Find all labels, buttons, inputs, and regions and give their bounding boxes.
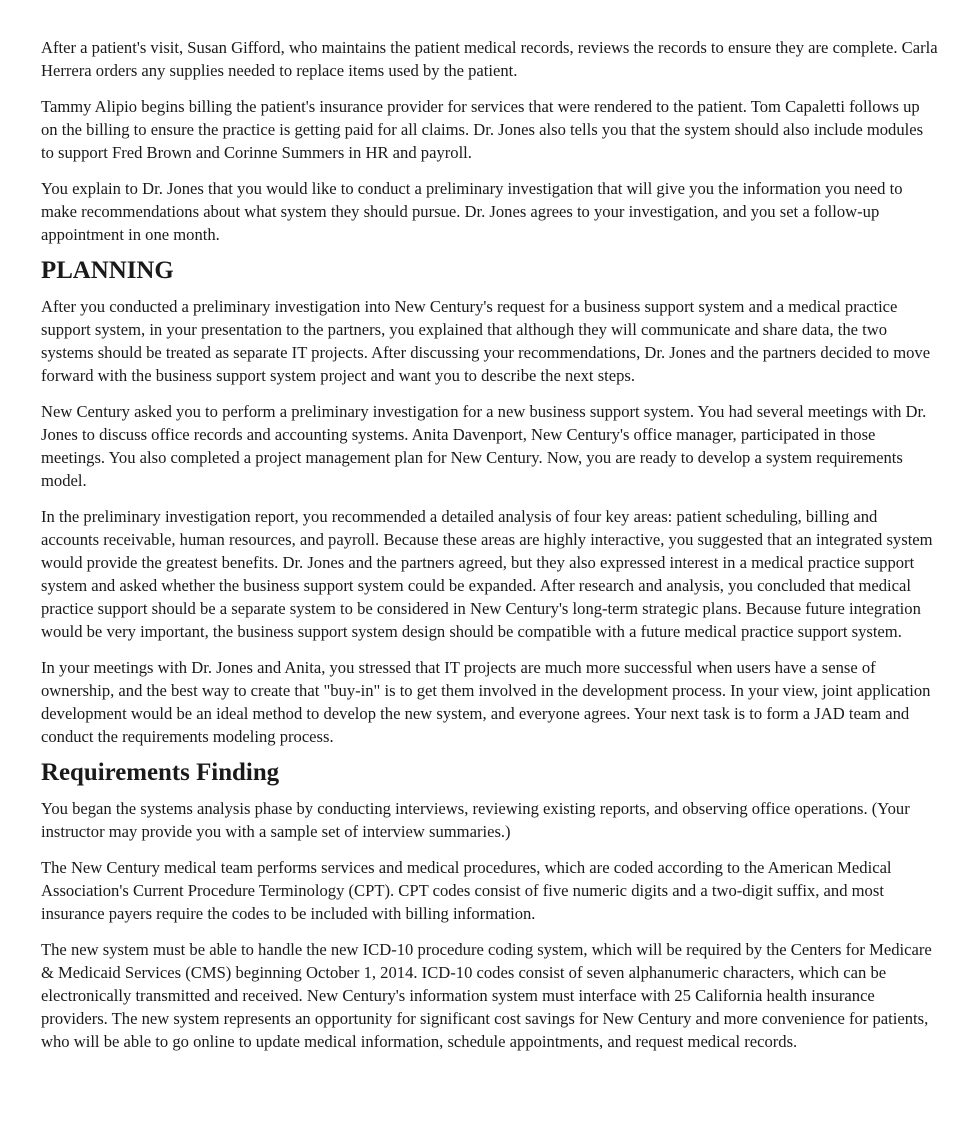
paragraph-jad: In your meetings with Dr. Jones and Anita, you stressed that IT projects are much more successful when users have a sense of ownership, and the best way to create that "buy-in" is to get them involved in the development process. In your view, joint application development would be an ideal method to develop the new system, and everyone agrees. Your next task is to form a JAD team and conduct the requirements modeling process.: [41, 658, 931, 746]
paragraph-post-visit: After a patient's visit, Susan Gifford, who maintains the patient medical records, reviews the records to ensure they are complete. Carla Herrera orders any supplies needed to replace items used by the patient.: [41, 38, 938, 80]
section-heading-planning: PLANNING: [41, 257, 174, 284]
paragraph-business-support: New Century asked you to perform a preliminary investigation for a new business support system. You had several meetings with Dr. Jones to discuss office records and accounting systems. Anita Davenport, New Century's office manager, participated in those meetings. You also completed a project management plan for New Century. Now, you are ready to develop a system requirements model.: [41, 402, 927, 490]
paragraph-planning-intro: After you conducted a preliminary investigation into New Century's request for a business support system and a medical practice support system, in your presentation to the partners, you explained that although they will communicate and share data, the two systems should be treated as separate IT projects. After discussing your recommendations, Dr. Jones and the partners decided to move forward with the business support system project and want you to describe the next steps.: [41, 297, 931, 385]
paragraph-icd10: The new system must be able to handle the new ICD-10 procedure coding system, which will be required by the Centers for Medicare & Medicaid Services (CMS) beginning October 1, 2014. ICD-10 codes consist of seven alphanumeric characters, which can be electronically transmitted and received. New Century's information system must interface with 25 California health insurance providers. The new system represents an opportunity for significant cost savings for New Century and more convenience for patients, who will be able to go online to update medical information, schedule appointments, and request medical records.: [41, 940, 932, 1051]
paragraph-preliminary-investigation: You explain to Dr. Jones that you would like to conduct a preliminary investigation that will give you the information you need to make recommendations about what system they should pursue. Dr. Jones agrees to your investigation, and you set a follow-up appointment in one month.: [41, 179, 903, 244]
section-heading-requirements-finding: Requirements Finding: [41, 759, 280, 786]
paragraph-cpt-codes: The New Century medical team performs services and medical procedures, which are coded according to the American Medical Association's Current Procedure Terminology (CPT). CPT codes consist of five numeric digits and a two-digit suffix, and most insurance payers require the codes to be included with billing information.: [41, 858, 892, 923]
paragraph-systems-analysis: You began the systems analysis phase by conducting interviews, reviewing existing reports, and observing office operations. (Your instructor may provide you with a sample set of interview summaries.): [41, 799, 910, 841]
paragraph-key-areas: In the preliminary investigation report, you recommended a detailed analysis of four key areas: patient scheduling, billing and accounts receivable, human resources, and payroll. Because these areas are highly interactive, you suggested that an integrated system would provide the greatest benefits. Dr. Jones and the partners agreed, but they also expressed interest in a medical practice support system and asked whether the business support system could be expanded. After research and analysis, you concluded that medical practice support should be a separate system to be considered in New Century's long-term strategic plans. Because future integration would be very important, the business support system design should be compatible with a future medical practice support system.: [41, 507, 933, 641]
paragraph-billing: Tammy Alipio begins billing the patient's insurance provider for services that were rendered to the patient. Tom Capaletti follows up on the billing to ensure the practice is getting paid for all claims. Dr. Jones also tells you that the system should also include modules to support Fred Brown and Corinne Summers in HR and payroll.: [41, 97, 924, 162]
